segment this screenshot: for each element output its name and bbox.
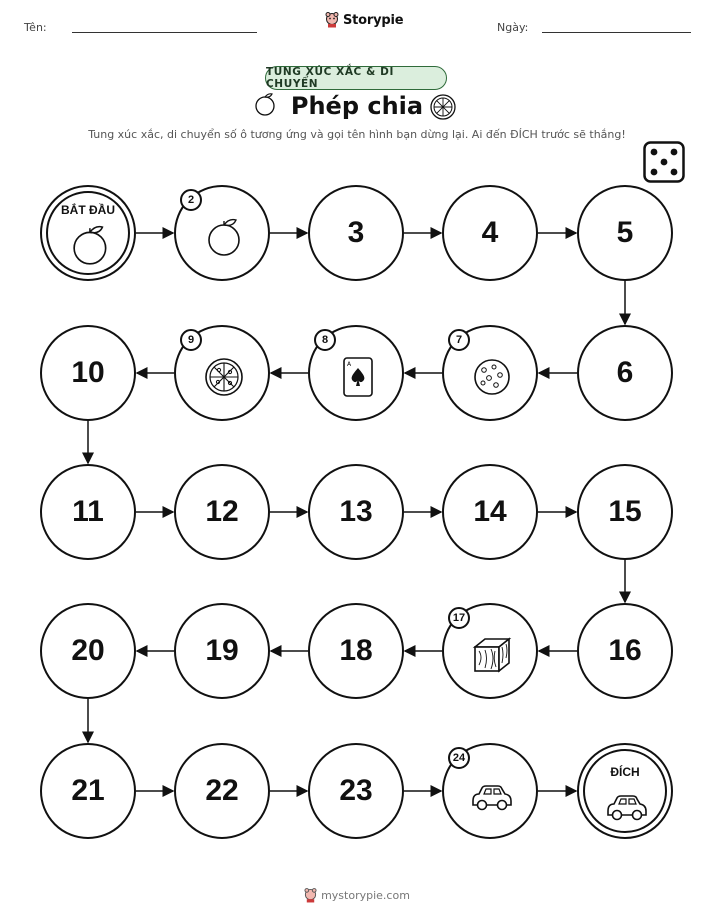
space-number: 5: [616, 216, 634, 249]
car-icon: [605, 789, 649, 821]
board-space[interactable]: [174, 325, 270, 421]
space-number: 19: [205, 634, 239, 667]
space-number: 4: [481, 216, 499, 249]
name-label: Tên:: [24, 21, 47, 34]
board-space[interactable]: [442, 185, 538, 281]
finish-space[interactable]: [577, 743, 673, 839]
space-number-tag: 9: [180, 329, 202, 351]
board-space[interactable]: [308, 743, 404, 839]
pizza-icon: [430, 94, 456, 120]
instructions: Tung xúc xắc, di chuyển số ô tương ứng và gọi tên hình bạn dừng lại. Ai đến ĐÍCH trước sẽ thắng!: [88, 128, 626, 141]
board-space[interactable]: [308, 185, 404, 281]
board-space[interactable]: [174, 603, 270, 699]
space-number-tag: 8: [314, 329, 336, 351]
space-number-tag: 17: [448, 607, 470, 629]
bear-icon: [304, 888, 317, 903]
board-space[interactable]: [577, 325, 673, 421]
space-number: 14: [473, 495, 507, 528]
space-number: 15: [608, 495, 642, 528]
page-title: Phép chia: [290, 92, 424, 120]
space-number: 13: [339, 495, 373, 528]
orange-icon: [254, 92, 276, 116]
footer-url[interactable]: mystorypie.com: [321, 889, 410, 902]
board-space[interactable]: [40, 464, 136, 560]
svg-text:A: A: [347, 361, 352, 368]
pizza-icon: [204, 357, 244, 397]
space-number: 3: [347, 216, 365, 249]
space-number: 23: [339, 774, 373, 807]
board-space[interactable]: [40, 325, 136, 421]
board-space[interactable]: [174, 743, 270, 839]
footer: [0, 888, 714, 903]
board-space[interactable]: [442, 743, 538, 839]
space-number: 16: [608, 634, 642, 667]
date-label: Ngày:: [497, 21, 529, 34]
board-space[interactable]: [442, 325, 538, 421]
start-label: BẮT ĐẦU: [61, 203, 115, 217]
space-number: 21: [71, 774, 105, 807]
board-space[interactable]: [442, 603, 538, 699]
board-space[interactable]: [442, 464, 538, 560]
car-icon: [470, 779, 514, 811]
board-space[interactable]: [577, 185, 673, 281]
board-space[interactable]: [577, 464, 673, 560]
start-space[interactable]: [40, 185, 136, 281]
board-space[interactable]: [174, 464, 270, 560]
board-space[interactable]: [577, 603, 673, 699]
activity-badge: TUNG XÚC XẮC & DI CHUYỂN: [265, 66, 447, 90]
board-space[interactable]: [174, 185, 270, 281]
finish-label: ĐÍCH: [610, 765, 640, 779]
space-number: 12: [205, 495, 239, 528]
space-number: 22: [205, 774, 239, 807]
playing-card-icon: [338, 356, 378, 398]
space-number: 10: [71, 356, 105, 389]
space-number-tag: 2: [180, 189, 202, 211]
board-space[interactable]: [308, 464, 404, 560]
wooden-block-icon: [471, 635, 513, 675]
orange-icon: [206, 218, 242, 256]
space-number-tag: 24: [448, 747, 470, 769]
orange-icon: [71, 225, 109, 265]
space-number: 18: [339, 634, 373, 667]
board-space[interactable]: [308, 603, 404, 699]
space-number: 6: [616, 356, 634, 389]
space-number: 20: [71, 634, 105, 667]
brand-name: Storypie: [343, 12, 404, 28]
board-space[interactable]: [308, 325, 404, 421]
space-number: 11: [72, 495, 104, 528]
board-space[interactable]: [40, 603, 136, 699]
space-number-tag: 7: [448, 329, 470, 351]
cookie-icon: [472, 357, 512, 397]
board-space[interactable]: [40, 743, 136, 839]
